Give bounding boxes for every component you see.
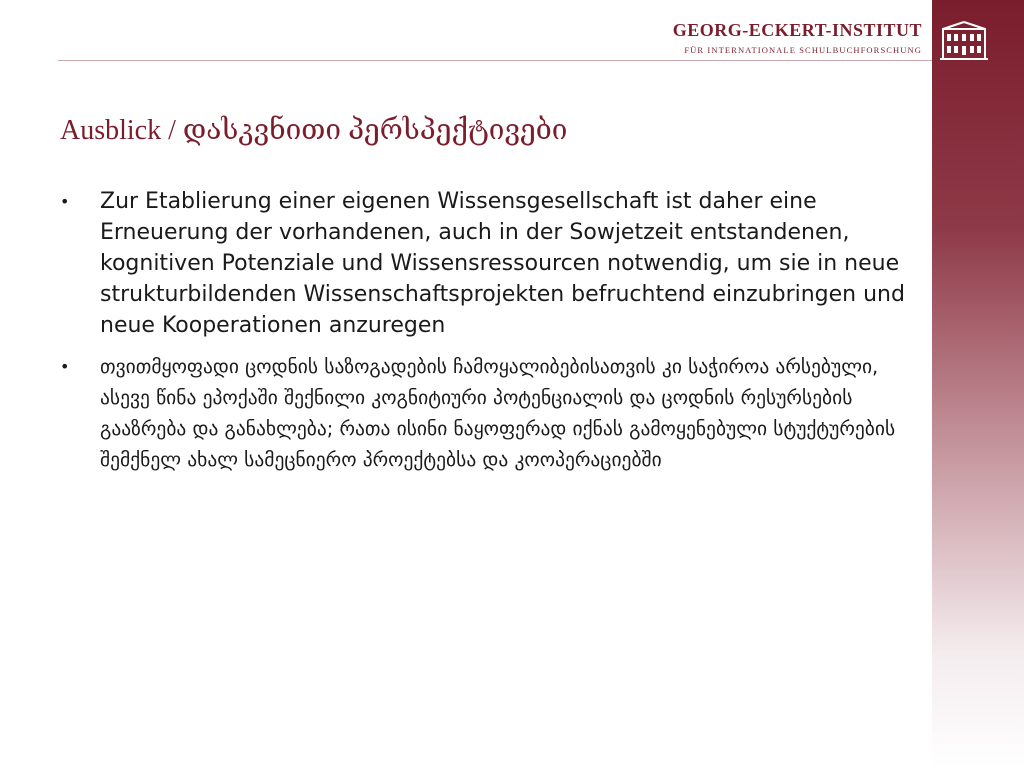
bullet-list [60,186,922,475]
bullet-marker: • [60,192,70,211]
institute-name: GEORG-ECKERT-INSTITUT [672,20,922,40]
side-gradient-band [932,0,1024,768]
bullet-marker: • [60,357,70,376]
bullet-text-georgian: თვითმყოფადი ცოდნის საზოგადების ჩამოყალიბებისათვის კი საჭიროა არსებული, ასევე წინა ეპოქაში შექნილი კოგნიტიური პოტენციალის და ცოდნის რესურსების გააზრება და განახლება; რათა ისინი ნაყოფერად იქნას გამოყენებული სტუქტურების შემქნელ ახალ სამეცნიერო პროექტებსა და კოოპერაციებში [100,355,896,471]
bullet-item-german [60,186,922,341]
slide-title: Ausblick / დასკვნითი პერსპექტივები [60,115,568,146]
institute-subtitle: FÜR INTERNATIONALE SCHULBUCHFORSCHUNG [684,45,922,55]
bullet-text-german: Zur Etablierung einer eigenen Wissensgesellschaft ist daher eine Erneuerung der vorhandenen, auch in der Sowjetzeit entstandenen, kognitiven Potenziale und Wissensressourcen notwendig, um sie in neue strukturbildenden Wissenschaftsprojekten befruchtend einzubringen und neue Kooperationen anzuregen [100,189,905,338]
bullet-item-georgian [60,351,922,475]
header-divider [58,60,932,61]
building-icon [940,20,988,62]
